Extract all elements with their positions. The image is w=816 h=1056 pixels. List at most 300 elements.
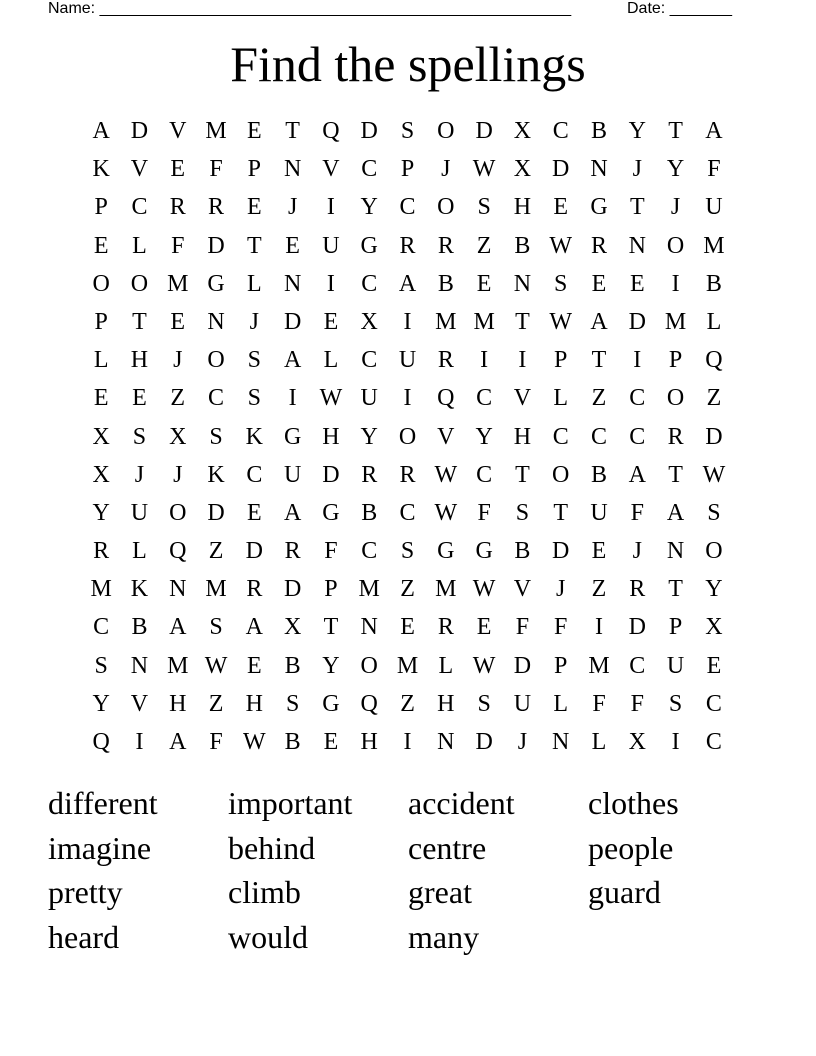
grid-letter[interactable]: R — [667, 423, 684, 450]
grid-letter[interactable]: E — [170, 308, 186, 335]
grid-letter[interactable]: T — [247, 232, 262, 259]
grid-letter[interactable]: Q — [92, 729, 110, 755]
grid-letter[interactable]: O — [92, 270, 110, 297]
grid-letter[interactable]: J — [632, 156, 642, 183]
grid-letter[interactable]: N — [360, 614, 378, 641]
grid-letter[interactable]: R — [437, 347, 454, 374]
date-field[interactable] — [627, 0, 732, 18]
grid-letter[interactable]: T — [668, 461, 683, 488]
grid-letter[interactable]: R — [399, 232, 416, 259]
name-field[interactable] — [48, 0, 571, 18]
grid-letter[interactable]: M — [664, 308, 687, 335]
grid-letter[interactable]: A — [283, 499, 302, 526]
grid-letter[interactable]: G — [590, 194, 608, 221]
grid-letter[interactable]: F — [630, 690, 644, 717]
grid-letter[interactable]: E — [629, 270, 645, 297]
grid-letter[interactable]: S — [285, 690, 300, 717]
grid-letter[interactable]: M — [435, 308, 457, 335]
grid-letter[interactable]: X — [92, 461, 110, 488]
grid-letter[interactable]: H — [513, 423, 532, 450]
grid-letter[interactable]: I — [633, 347, 642, 374]
word-list-item: great — [408, 874, 472, 911]
grid-letter[interactable]: K — [207, 461, 225, 488]
word-list-item: people — [588, 829, 674, 866]
grid-letter[interactable]: H — [360, 729, 378, 755]
grid-letter[interactable]: C — [705, 729, 722, 755]
grid-letter[interactable]: J — [249, 308, 259, 335]
grid-letter[interactable]: Y — [360, 194, 378, 221]
grid-letter[interactable]: S — [400, 538, 415, 565]
name-blank-line[interactable]: _____________________________________________________ — [99, 0, 572, 17]
grid-letter[interactable]: Q — [360, 690, 378, 717]
grid-letter[interactable]: D — [207, 232, 225, 259]
grid-letter[interactable]: D — [130, 118, 149, 144]
grid-letter[interactable]: F — [209, 156, 223, 183]
grid-letter[interactable]: L — [323, 347, 339, 374]
grid-letter[interactable]: C — [552, 423, 569, 450]
grid-letter[interactable]: W — [434, 461, 458, 488]
grid-letter[interactable]: A — [92, 118, 110, 144]
grid-letter[interactable]: T — [553, 499, 569, 526]
grid-letter[interactable]: K — [130, 576, 149, 603]
grid-letter[interactable]: J — [632, 538, 642, 565]
grid-letter[interactable]: C — [476, 385, 493, 412]
grid-letter[interactable]: E — [247, 194, 262, 221]
grid-letter[interactable]: H — [245, 690, 263, 717]
grid-letter[interactable]: L — [706, 308, 722, 335]
grid-letter[interactable]: A — [666, 499, 685, 526]
grid-letter[interactable]: E — [591, 270, 607, 297]
grid-letter[interactable]: B — [131, 614, 148, 641]
grid-letter[interactable]: S — [477, 690, 491, 717]
grid-letter[interactable]: D — [245, 538, 263, 565]
grid-letter[interactable]: N — [590, 156, 608, 183]
grid-letter[interactable]: W — [204, 652, 228, 679]
grid-letter[interactable]: F — [209, 729, 223, 755]
date-blank-line[interactable]: _______ — [669, 0, 732, 17]
grid-letter[interactable]: I — [403, 729, 412, 755]
grid-letter[interactable]: C — [208, 385, 225, 412]
grid-letter[interactable]: A — [398, 270, 417, 297]
grid-letter[interactable]: I — [326, 194, 335, 221]
grid-letter[interactable]: L — [247, 270, 262, 297]
grid-letter[interactable]: P — [554, 347, 568, 374]
grid-letter[interactable]: D — [513, 652, 532, 679]
grid-letter[interactable]: Z — [591, 576, 607, 603]
grid-letter[interactable]: G — [360, 232, 378, 259]
grid-letter[interactable]: C — [361, 270, 378, 297]
grid-letter[interactable]: Q — [437, 385, 455, 412]
grid-letter[interactable]: D — [360, 118, 378, 144]
grid-letter[interactable]: H — [169, 690, 187, 717]
grid-letter[interactable]: C — [131, 194, 148, 221]
grid-letter[interactable]: J — [517, 729, 528, 755]
grid-letter[interactable]: O — [437, 194, 455, 221]
grid-letter[interactable]: C — [399, 499, 416, 526]
grid-letter[interactable]: C — [246, 461, 263, 488]
grid-letter[interactable]: O — [207, 347, 225, 374]
grid-letter[interactable]: A — [590, 308, 608, 335]
grid-letter[interactable]: I — [671, 729, 680, 755]
grid-letter[interactable]: H — [437, 690, 455, 717]
grid-letter[interactable]: A — [705, 118, 723, 144]
grid-letter[interactable]: J — [670, 194, 681, 221]
grid-letter[interactable]: B — [514, 538, 531, 565]
grid-letter[interactable]: X — [283, 614, 302, 641]
grid-letter[interactable]: J — [134, 461, 145, 488]
grid-letter[interactable]: Y — [322, 652, 340, 679]
grid-letter[interactable]: J — [556, 576, 566, 603]
grid-letter[interactable]: R — [437, 232, 454, 259]
grid-letter[interactable]: Z — [208, 690, 224, 717]
grid-letter[interactable]: T — [515, 461, 530, 488]
grid-letter[interactable]: I — [135, 729, 144, 755]
grid-letter[interactable]: L — [93, 347, 109, 374]
grid-letter[interactable]: E — [93, 385, 109, 412]
word-list-item: heard — [48, 919, 120, 956]
grid-letter[interactable]: B — [284, 729, 301, 755]
grid-letter[interactable]: R — [169, 194, 186, 221]
grid-letter[interactable]: X — [628, 729, 646, 755]
grid-letter[interactable]: K — [92, 156, 110, 183]
grid-letter[interactable]: S — [707, 499, 721, 526]
grid-letter[interactable]: O — [552, 461, 570, 488]
grid-letter[interactable]: E — [476, 270, 492, 297]
grid-letter[interactable]: C — [552, 118, 569, 144]
grid-letter[interactable]: R — [93, 538, 110, 565]
grid-letter[interactable]: Y — [360, 423, 378, 450]
grid-letter[interactable]: C — [476, 461, 493, 488]
grid-letter[interactable]: D — [552, 156, 570, 183]
grid-letter[interactable]: B — [591, 461, 608, 488]
grid-letter[interactable]: O — [130, 270, 149, 297]
grid-letter[interactable]: R — [437, 614, 454, 641]
grid-letter[interactable]: Z — [476, 232, 492, 259]
grid-letter[interactable]: O — [360, 652, 378, 679]
grid-letter[interactable]: T — [515, 308, 530, 335]
grid-letter[interactable]: B — [514, 232, 531, 259]
grid-letter[interactable]: U — [590, 499, 608, 526]
grid-letter[interactable]: F — [324, 538, 338, 565]
grid-letter[interactable]: P — [247, 156, 262, 183]
grid-letter[interactable]: D — [628, 308, 646, 335]
grid-letter[interactable]: R — [361, 461, 378, 488]
grid-letter[interactable]: N — [666, 538, 685, 565]
grid-letter[interactable]: V — [513, 385, 532, 412]
grid-letter[interactable]: L — [132, 232, 147, 259]
grid-letter[interactable]: U — [666, 652, 685, 679]
grid-letter[interactable]: D — [283, 576, 302, 603]
grid-letter[interactable]: E — [591, 538, 607, 565]
grid-letter[interactable]: W — [319, 385, 343, 412]
grid-letter[interactable]: M — [396, 652, 419, 679]
grid-letter[interactable]: E — [400, 614, 415, 641]
grid-letter[interactable]: S — [554, 270, 568, 297]
grid-letter[interactable]: G — [283, 423, 302, 450]
grid-letter[interactable]: T — [629, 194, 645, 221]
grid-letter[interactable]: A — [169, 729, 187, 755]
grid-letter[interactable]: J — [173, 347, 183, 374]
grid-letter[interactable]: T — [591, 347, 607, 374]
grid-letter[interactable]: H — [130, 347, 149, 374]
grid-letter[interactable]: W — [472, 576, 496, 603]
grid-letter[interactable]: I — [403, 385, 412, 412]
grid-letter[interactable]: X — [513, 118, 532, 144]
grid-letter[interactable]: A — [169, 614, 187, 641]
grid-letter[interactable]: N — [169, 576, 187, 603]
grid-letter[interactable]: M — [167, 270, 189, 297]
grid-letter[interactable]: G — [322, 690, 340, 717]
grid-letter[interactable]: S — [94, 652, 108, 679]
grid-letter[interactable]: N — [628, 232, 646, 259]
grid-letter[interactable]: L — [553, 385, 569, 412]
grid-letter[interactable]: W — [434, 499, 458, 526]
grid-letter[interactable]: B — [437, 270, 454, 297]
grid-letter[interactable]: W — [549, 232, 573, 259]
grid-letter[interactable]: U — [322, 232, 340, 259]
grid-letter[interactable]: E — [170, 156, 186, 183]
grid-letter[interactable]: G — [475, 538, 493, 565]
grid-letter[interactable]: M — [205, 576, 227, 603]
grid-letter[interactable]: C — [629, 652, 646, 679]
grid-letter[interactable]: D — [475, 118, 493, 144]
grid-letter[interactable]: T — [668, 118, 683, 144]
grid-letter[interactable]: F — [707, 156, 721, 183]
grid-letter[interactable]: L — [553, 690, 569, 717]
word-list — [48, 783, 768, 962]
grid-letter[interactable]: Z — [591, 385, 607, 412]
grid-letter[interactable]: Y — [475, 423, 493, 450]
grid-letter[interactable]: M — [435, 576, 457, 603]
grid-letter[interactable]: U — [398, 347, 417, 374]
grid-letter[interactable]: O — [437, 118, 455, 144]
grid-letter[interactable]: I — [595, 614, 603, 641]
grid-letter[interactable]: I — [288, 385, 297, 412]
grid-letter[interactable]: U — [283, 461, 302, 488]
grid-letter[interactable]: U — [705, 194, 723, 221]
grid-letter[interactable]: X — [360, 308, 378, 335]
grid-letter[interactable]: E — [247, 652, 262, 679]
grid-letter[interactable]: Y — [628, 118, 646, 144]
grid-letter[interactable]: S — [477, 194, 491, 221]
grid-letter[interactable]: O — [666, 232, 685, 259]
grid-letter[interactable]: M — [473, 308, 495, 335]
grid-letter[interactable]: M — [358, 576, 380, 603]
grid-letter[interactable]: D — [705, 423, 723, 450]
grid-letter[interactable]: E — [553, 194, 569, 221]
grid-letter[interactable]: L — [132, 538, 147, 565]
grid-letter[interactable]: V — [169, 118, 187, 144]
grid-letter[interactable]: E — [285, 232, 300, 259]
grid-letter[interactable]: C — [629, 385, 646, 412]
grid-letter[interactable]: X — [705, 614, 723, 641]
grid-letter[interactable]: V — [513, 576, 532, 603]
grid-letter[interactable]: Y — [666, 156, 685, 183]
grid-letter[interactable]: F — [171, 232, 185, 259]
grid-letter[interactable]: N — [207, 308, 225, 335]
grid-letter[interactable]: Y — [92, 499, 110, 526]
grid-letter[interactable]: O — [666, 385, 685, 412]
grid-letter[interactable]: N — [283, 270, 302, 297]
grid-letter[interactable]: C — [591, 423, 608, 450]
grid-letter[interactable]: C — [705, 690, 722, 717]
grid-letter[interactable]: U — [513, 690, 532, 717]
word-list-item: different — [48, 785, 158, 821]
grid-letter[interactable]: W — [472, 156, 496, 183]
grid-letter[interactable]: D — [552, 538, 570, 565]
grid-letter[interactable]: M — [703, 232, 725, 259]
grid-letter[interactable]: O — [169, 499, 187, 526]
grid-letter[interactable]: X — [169, 423, 187, 450]
grid-letter[interactable]: B — [705, 270, 722, 297]
grid-letter[interactable]: P — [668, 347, 683, 374]
grid-letter[interactable]: P — [324, 576, 338, 603]
grid-letter[interactable]: Q — [322, 118, 340, 144]
grid-letter[interactable]: M — [90, 576, 112, 603]
grid-letter[interactable]: C — [399, 194, 416, 221]
grid-letter[interactable]: N — [130, 652, 149, 679]
grid-letter[interactable]: E — [476, 614, 492, 641]
grid-letter[interactable]: I — [671, 270, 680, 297]
grid-letter[interactable]: C — [361, 347, 378, 374]
grid-letter[interactable]: S — [668, 690, 683, 717]
grid-letter[interactable]: N — [552, 729, 570, 755]
grid-letter[interactable]: L — [438, 652, 454, 679]
grid-letter[interactable]: F — [515, 614, 530, 641]
grid-letter[interactable]: Y — [92, 690, 110, 717]
grid-letter[interactable]: D — [322, 461, 340, 488]
grid-letter[interactable]: G — [437, 538, 455, 565]
grid-letter[interactable]: L — [591, 729, 607, 755]
grid-letter[interactable]: F — [554, 614, 568, 641]
grid-letter[interactable]: C — [629, 423, 646, 450]
grid-letter[interactable]: D — [283, 308, 302, 335]
grid-letter[interactable]: V — [322, 156, 340, 183]
grid-letter[interactable]: D — [475, 729, 493, 755]
grid-letter[interactable]: P — [668, 614, 683, 641]
grid-letter[interactable]: E — [706, 652, 722, 679]
grid-letter[interactable]: S — [209, 614, 223, 641]
grid-letter[interactable]: V — [130, 156, 149, 183]
grid-letter[interactable]: R — [591, 232, 608, 259]
grid-letter[interactable]: Z — [208, 538, 224, 565]
grid-letter[interactable]: T — [668, 576, 683, 603]
grid-letter[interactable]: M — [167, 652, 189, 679]
grid-letter[interactable]: F — [477, 499, 491, 526]
grid-letter[interactable]: R — [629, 576, 646, 603]
grid-letter[interactable]: Z — [170, 385, 186, 412]
grid-letter[interactable]: R — [246, 576, 263, 603]
grid-letter[interactable]: B — [591, 118, 608, 144]
grid-letter[interactable]: D — [207, 499, 225, 526]
grid-letter[interactable]: X — [92, 423, 110, 450]
grid-letter[interactable]: P — [94, 308, 108, 335]
grid-letter[interactable]: G — [207, 270, 225, 297]
grid-letter[interactable]: Z — [400, 690, 415, 717]
grid-letter[interactable]: S — [209, 423, 223, 450]
grid-letter[interactable]: R — [284, 538, 301, 565]
grid-letter[interactable]: U — [360, 385, 378, 412]
grid-letter[interactable]: E — [132, 385, 147, 412]
grid-letter[interactable]: N — [283, 156, 302, 183]
grid-letter[interactable]: N — [437, 729, 455, 755]
grid-letter[interactable]: S — [247, 385, 262, 412]
grid-letter[interactable]: E — [247, 118, 262, 144]
grid-letter[interactable]: P — [400, 156, 415, 183]
grid-letter[interactable]: A — [245, 614, 263, 641]
grid-letter[interactable]: G — [322, 499, 340, 526]
grid-letter[interactable]: M — [205, 118, 227, 144]
grid-letter[interactable]: E — [247, 499, 262, 526]
grid-letter[interactable]: M — [588, 652, 610, 679]
grid-letter[interactable]: S — [515, 499, 530, 526]
grid-letter[interactable]: O — [705, 538, 723, 565]
grid-letter[interactable]: H — [322, 423, 340, 450]
grid-letter[interactable]: W — [702, 461, 726, 488]
grid-letter[interactable]: I — [518, 347, 527, 374]
grid-letter[interactable]: S — [132, 423, 147, 450]
grid-letter[interactable]: P — [94, 194, 108, 221]
grid-letter[interactable]: R — [208, 194, 225, 221]
grid-letter[interactable]: A — [283, 347, 302, 374]
grid-letter[interactable]: U — [130, 499, 149, 526]
grid-letter[interactable]: V — [437, 423, 455, 450]
grid-letter[interactable]: Q — [169, 538, 187, 565]
word-list-item: imagine — [48, 829, 152, 866]
grid-letter[interactable]: E — [93, 232, 109, 259]
grid-letter[interactable]: B — [361, 499, 378, 526]
grid-letter[interactable]: Z — [706, 385, 722, 412]
grid-letter[interactable]: R — [399, 461, 416, 488]
grid-letter[interactable]: W — [243, 729, 266, 755]
grid-letter[interactable]: E — [323, 729, 339, 755]
word-list-item: climb — [228, 874, 301, 911]
grid-letter[interactable]: F — [592, 690, 606, 717]
grid-letter[interactable]: Q — [705, 347, 723, 374]
grid-letter[interactable]: I — [326, 270, 335, 297]
grid-letter[interactable]: C — [93, 614, 110, 641]
grid-letter[interactable]: D — [628, 614, 646, 641]
grid-letter[interactable]: P — [554, 652, 568, 679]
grid-letter[interactable]: V — [130, 690, 149, 717]
grid-letter[interactable]: J — [287, 194, 298, 221]
grid-letter[interactable]: S — [247, 347, 262, 374]
grid-letter[interactable]: A — [628, 461, 646, 488]
grid-letter[interactable]: W — [549, 308, 573, 335]
grid-letter[interactable]: O — [398, 423, 417, 450]
grid-letter[interactable]: I — [480, 347, 489, 374]
grid-letter[interactable]: I — [403, 308, 412, 335]
grid-letter[interactable]: B — [284, 652, 301, 679]
grid-letter[interactable]: W — [472, 652, 496, 679]
grid-letter[interactable]: J — [173, 461, 183, 488]
grid-letter[interactable]: T — [132, 308, 147, 335]
grid-letter[interactable]: E — [323, 308, 339, 335]
grid-letter[interactable]: T — [285, 118, 300, 144]
grid-letter[interactable]: C — [361, 538, 378, 565]
grid-letter[interactable]: N — [513, 270, 532, 297]
grid-letter[interactable]: T — [323, 614, 339, 641]
grid-letter[interactable]: C — [361, 156, 378, 183]
grid-letter[interactable]: X — [513, 156, 532, 183]
grid-letter[interactable]: S — [400, 118, 415, 144]
grid-letter[interactable]: K — [245, 423, 263, 450]
grid-letter[interactable]: J — [441, 156, 451, 183]
grid-letter[interactable]: F — [630, 499, 644, 526]
grid-letter[interactable]: Z — [400, 576, 415, 603]
grid-letter[interactable]: Y — [705, 576, 723, 603]
grid-letter[interactable]: H — [513, 194, 532, 221]
